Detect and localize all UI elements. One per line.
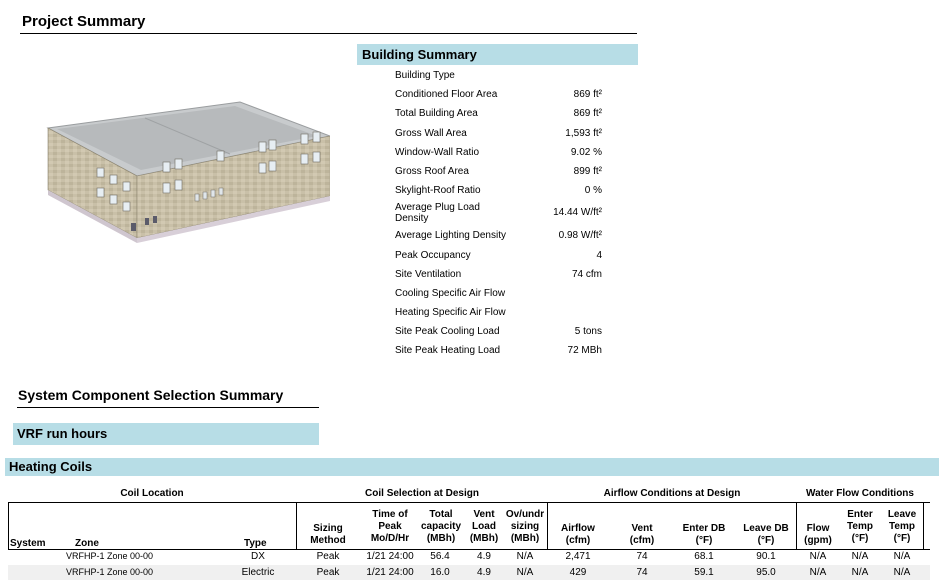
row-label: Site Ventilation (395, 268, 462, 280)
cell-vent: 74 (636, 551, 648, 562)
col-system: System (10, 538, 46, 549)
cell-vent-load: 4.9 (477, 551, 491, 562)
row-label: Building Type (395, 70, 455, 81)
group-rule (8, 502, 930, 503)
header-line: Time of (372, 509, 408, 520)
row-value: 1,593 ft² (565, 127, 602, 139)
group-coil-location: Coil Location (120, 488, 184, 499)
heating-air-flow-row (395, 303, 610, 322)
row-label: Peak Occupancy (395, 249, 471, 261)
row-value: 4 (596, 249, 602, 261)
header-line: (MBh) (469, 533, 499, 544)
row-value: 869 ft² (573, 89, 602, 101)
header-line: (°F) (695, 535, 713, 546)
cell-airflow: 429 (569, 567, 587, 578)
cell-enter-db: 59.1 (694, 567, 714, 578)
divider (296, 502, 297, 550)
cell-total-capacity: 56.4 (430, 551, 450, 562)
header-line: Mo/D/Hr (370, 533, 410, 544)
row-label: Heating Specific Air Flow (395, 307, 506, 319)
row-value: 899 ft² (573, 165, 602, 177)
cell-leave-temp: N/A (893, 551, 911, 562)
col-flow (800, 523, 836, 547)
building-summary-header: Building Summary (357, 44, 638, 65)
cell-ov-undr: N/A (516, 551, 534, 562)
conditioned-floor-area-row (395, 85, 610, 104)
row-label: Conditioned Floor Area (395, 89, 498, 101)
cell-type: DX (251, 551, 265, 562)
row-label: Window-Wall Ratio (395, 146, 480, 158)
row-label: Site Peak Heating Load (395, 345, 501, 357)
header-line: Vent (631, 523, 653, 534)
group-airflow: Airflow Conditions at Design (603, 488, 741, 499)
header-line: Flow (806, 523, 830, 534)
header-line: Peak (378, 521, 402, 532)
cell-enter-temp: N/A (851, 567, 869, 578)
row-label: Gross Wall Area (395, 127, 467, 139)
cell-vent: 74 (636, 567, 648, 578)
cell-ov-undr: N/A (516, 567, 534, 578)
divider (8, 502, 9, 550)
header-line: (°F) (893, 533, 911, 544)
cell-sizing-method: Peak (316, 567, 340, 578)
col-zone: Zone (75, 538, 99, 549)
header-line: sizing (510, 521, 540, 532)
cell-zone: VRFHP-1 Zone 00-00 (66, 567, 154, 577)
cell-total-capacity: 16.0 (430, 567, 450, 578)
cell-leave-temp: N/A (893, 567, 911, 578)
cell-time-of-peak: 1/21 24:00 (366, 551, 414, 562)
building-image (45, 98, 330, 243)
divider (547, 502, 548, 550)
project-summary-title: Project Summary (22, 13, 146, 30)
col-enter-db (676, 523, 732, 547)
col-time-of-peak (365, 509, 415, 545)
divider (923, 502, 924, 550)
row-value: 0.98 W/ft² (558, 230, 602, 242)
header-line: (MBh) (510, 533, 540, 544)
gross-wall-area-row (395, 124, 610, 143)
table-row (0, 566, 939, 581)
cell-flow: N/A (809, 551, 827, 562)
col-leave-temp (882, 509, 922, 545)
header-line: (cfm) (565, 535, 591, 546)
cell-type: Electric (241, 567, 275, 578)
header-line: Ov/undr (505, 509, 545, 520)
cell-leave-db: 95.0 (756, 567, 776, 578)
row-label: Gross Roof Area (395, 165, 469, 177)
header-line: (gpm) (804, 535, 832, 546)
col-vent-load (467, 509, 501, 545)
total-building-area-row (395, 104, 610, 123)
header-line: Vent (473, 509, 495, 520)
building-type-row (395, 66, 610, 85)
cell-leave-db: 90.1 (756, 551, 776, 562)
row-value: 14.44 W/ft² (553, 207, 602, 219)
row-value: 869 ft² (573, 108, 602, 120)
site-peak-cooling-row (395, 322, 610, 341)
col-ov-undr (503, 509, 547, 545)
skylight-roof-ratio-row (395, 181, 610, 200)
row-label: Cooling Specific Air Flow (395, 287, 506, 299)
cell-enter-db: 68.1 (694, 551, 714, 562)
row-label: Average Plug Load Density (395, 202, 480, 225)
site-ventilation-row (395, 265, 610, 284)
row-label: Average Lighting Density (395, 230, 506, 242)
cell-enter-temp: N/A (851, 551, 869, 562)
col-total-capacity (418, 509, 464, 545)
header-line: (MBh) (426, 533, 456, 544)
row-value: 0 % (584, 185, 602, 197)
peak-occupancy-row (395, 246, 610, 265)
cell-sizing-method: Peak (316, 551, 340, 562)
col-sizing-method (304, 523, 352, 547)
col-leave-db (738, 523, 794, 547)
header-line: Temp (889, 521, 915, 532)
gross-roof-area-row (395, 162, 610, 181)
cell-flow: N/A (809, 567, 827, 578)
project-summary-rule (20, 33, 637, 34)
header-line: (°F) (851, 533, 869, 544)
col-type: Type (244, 538, 267, 549)
header-line: Total (429, 509, 453, 520)
header-line: Load (472, 521, 496, 532)
header-line: Temp (847, 521, 873, 532)
row-value: 5 tons (574, 326, 602, 338)
header-line: Method (310, 535, 346, 546)
header-line: capacity (420, 521, 462, 532)
header-line: Airflow (561, 523, 595, 534)
header-line: Enter DB (682, 523, 726, 534)
row-value: 9.02 % (570, 146, 602, 158)
divider (796, 502, 797, 550)
system-summary-title: System Component Selection Summary (18, 387, 284, 403)
heating-coils-bar: Heating Coils (5, 458, 939, 476)
cell-zone: VRFHP-1 Zone 00-00 (66, 551, 154, 561)
row-label: Site Peak Cooling Load (395, 326, 500, 338)
header-line: Sizing (313, 523, 343, 534)
table-row (0, 550, 939, 565)
header-line: Leave (887, 509, 917, 520)
building-summary-table (395, 66, 610, 361)
lighting-density-row (395, 226, 610, 245)
row-value: 74 cfm (571, 268, 602, 280)
col-vent (620, 523, 664, 547)
group-coil-selection: Coil Selection at Design (365, 488, 479, 499)
col-airflow (556, 523, 600, 547)
plug-load-density-row (395, 200, 610, 226)
cell-time-of-peak: 1/21 24:00 (366, 567, 414, 578)
group-water-flow: Water Flow Conditions (806, 488, 914, 499)
system-summary-rule (17, 407, 319, 408)
col-enter-temp (842, 509, 878, 545)
site-peak-heating-row (395, 341, 610, 360)
row-label: Total Building Area (395, 108, 478, 120)
header-line: (°F) (757, 535, 775, 546)
cell-vent-load: 4.9 (477, 567, 491, 578)
cell-airflow: 2,471 (565, 551, 591, 562)
header-line: Enter (847, 509, 873, 520)
row-value: 72 MBh (567, 345, 602, 357)
header-line: Leave DB (743, 523, 789, 534)
header-line: (cfm) (629, 535, 655, 546)
row-label: Skylight-Roof Ratio (395, 185, 481, 197)
cooling-air-flow-row (395, 284, 610, 303)
vrf-run-hours-bar: VRF run hours (13, 423, 319, 445)
window-wall-ratio-row (395, 143, 610, 162)
